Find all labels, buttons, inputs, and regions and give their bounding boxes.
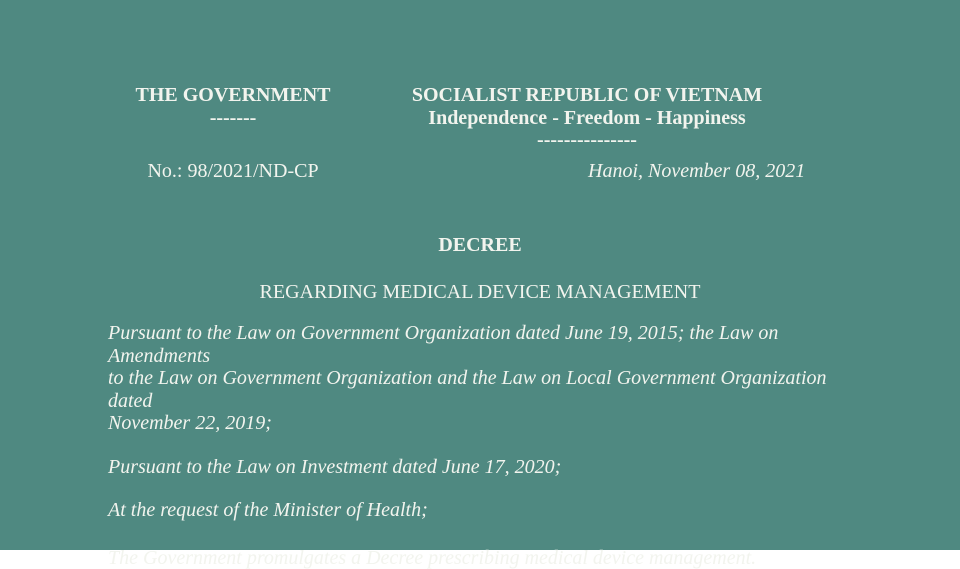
issuing-authority-name: THE GOVERNMENT	[108, 84, 358, 107]
national-header-block	[400, 84, 774, 152]
paragraph-legal-basis-2	[108, 456, 870, 479]
paragraph-line: Pursuant to the Law on Government Organization dated June 19, 2015; the Law on Amendments	[108, 322, 870, 367]
left-header-separator: -------	[108, 107, 358, 130]
paragraph-line: At the request of the Minister of Health;	[108, 499, 870, 522]
paragraph-line: November 22, 2019;	[108, 412, 870, 435]
paragraph-line: to the Law on Government Organization and the Law on Local Government Organization dated	[108, 367, 870, 412]
paragraph-legal-basis-1	[108, 322, 870, 435]
issuing-authority-block	[108, 84, 358, 129]
right-header-separator: ---------------	[400, 129, 774, 152]
document-type-title: DECREE	[0, 234, 960, 257]
document-subject-title: REGARDING MEDICAL DEVICE MANAGEMENT	[0, 281, 960, 304]
paragraph-request	[108, 499, 870, 522]
document-number: No.: 98/2021/ND-CP	[108, 160, 358, 183]
paragraph-line: The Government promulgates a Decree prescribing medical device management.	[108, 547, 870, 569]
document-body	[108, 322, 870, 569]
place-and-date-line: Hanoi, November 08, 2021	[588, 160, 805, 183]
country-name: SOCIALIST REPUBLIC OF VIETNAM	[400, 84, 774, 107]
national-motto: Independence - Freedom - Happiness	[400, 107, 774, 130]
paragraph-line: Pursuant to the Law on Investment dated June 17, 2020;	[108, 456, 870, 479]
